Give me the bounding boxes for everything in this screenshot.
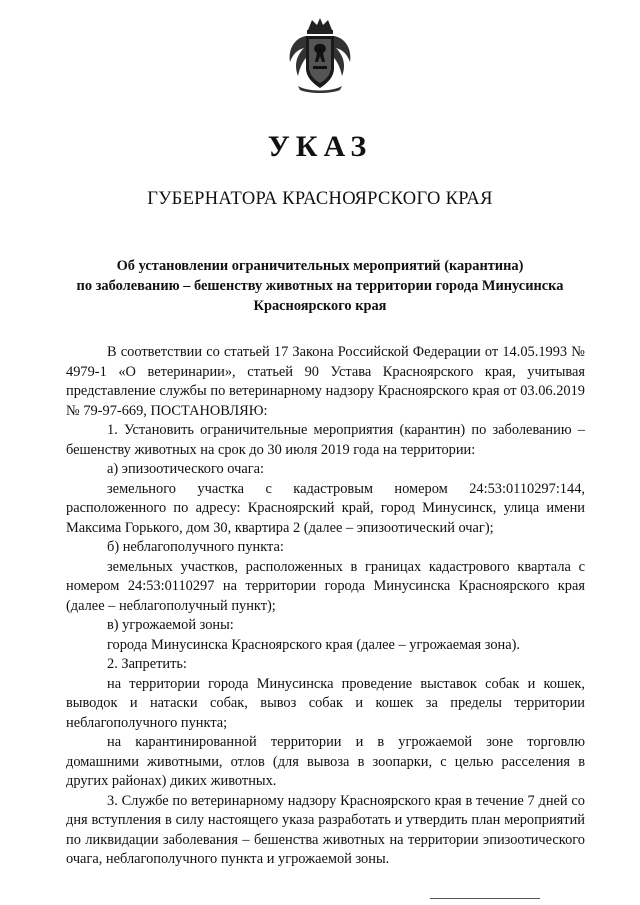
subitem-a-text: земельного участка с кадастровым номером 24:53:0110297:144, расположенного по адресу: Красноярский край, город Минусинск, улица имени Максима Горького, дом 30, квартира 2 (далее – эпизоотический очаг); bbox=[66, 480, 585, 536]
item-1-paragraph: 1. Установить ограничительные мероприятия (карантин) по заболеванию – бешенству животных на срок до 30 июля 2019 года на территории: bbox=[66, 422, 585, 458]
document-title: УКАЗ bbox=[267, 130, 373, 163]
heading-line: Красноярского края bbox=[253, 298, 387, 314]
subitem-c-text: города Минусинска Красноярского края (далее – угрожаемая зона). bbox=[107, 636, 521, 653]
decree-body bbox=[66, 343, 585, 870]
document-subtitle: ГУБЕРНАТОРА КРАСНОЯРСКОГО КРАЯ bbox=[147, 189, 493, 209]
item-2-paragraph: 2. Запретить: bbox=[107, 656, 187, 672]
subitem-b-heading: б) неблагополучного пункта: bbox=[107, 539, 284, 555]
heading-line: Об установлении ограничительных мероприятий (карантина) bbox=[116, 258, 524, 274]
decree-heading bbox=[40, 256, 600, 316]
subitem-c-heading: в) угрожаемой зоны: bbox=[107, 617, 234, 633]
coat-of-arms-emblem bbox=[284, 16, 356, 94]
item-3-paragraph: 3. Службе по ветеринарному надзору Красноярского края в течение 7 дней со дня вступления в силу настоящего указа разработать и утвердить план мероприятий по ликвидации заболевания – бешенства животных на территории эпизоотического очага, неблагополучного пункта и угрожаемой зоны. bbox=[66, 792, 585, 867]
subitem-a-heading: а) эпизоотического очага: bbox=[107, 461, 265, 477]
preamble-paragraph: В соответствии со статьей 17 Закона Российской Федерации от 14.05.1993 № 4979-1 «О ветеринарии», статьей 90 Устава Красноярского края, учитывая представление службы по ветеринарному надзору Красноярского края от 03.06.2019 № 79-97-669, ПОСТАНОВЛЯЮ: bbox=[66, 344, 585, 419]
item-2-text-2: на карантинированной территории и в угрожаемой зоне торговлю домашними животными, отлов (для вывоза в зоопарки, с целью расселения в других районах) диких животных. bbox=[66, 734, 585, 789]
footer-divider bbox=[430, 898, 540, 899]
item-2-text-1: на территории города Минусинска проведение выставок собак и кошек, выводок и натаски собак, вывоз собак и кошек за пределы территории неблагополучного пункта; bbox=[66, 675, 585, 731]
heading-line: по заболеванию – бешенству животных на территории города Минусинска bbox=[76, 278, 564, 294]
subitem-b-text: земельных участков, расположенных в границах кадастрового квартала с номером 24:53:0110297 на территории города Минусинска Красноярского края (далее – неблагополучный пункт); bbox=[66, 558, 585, 614]
